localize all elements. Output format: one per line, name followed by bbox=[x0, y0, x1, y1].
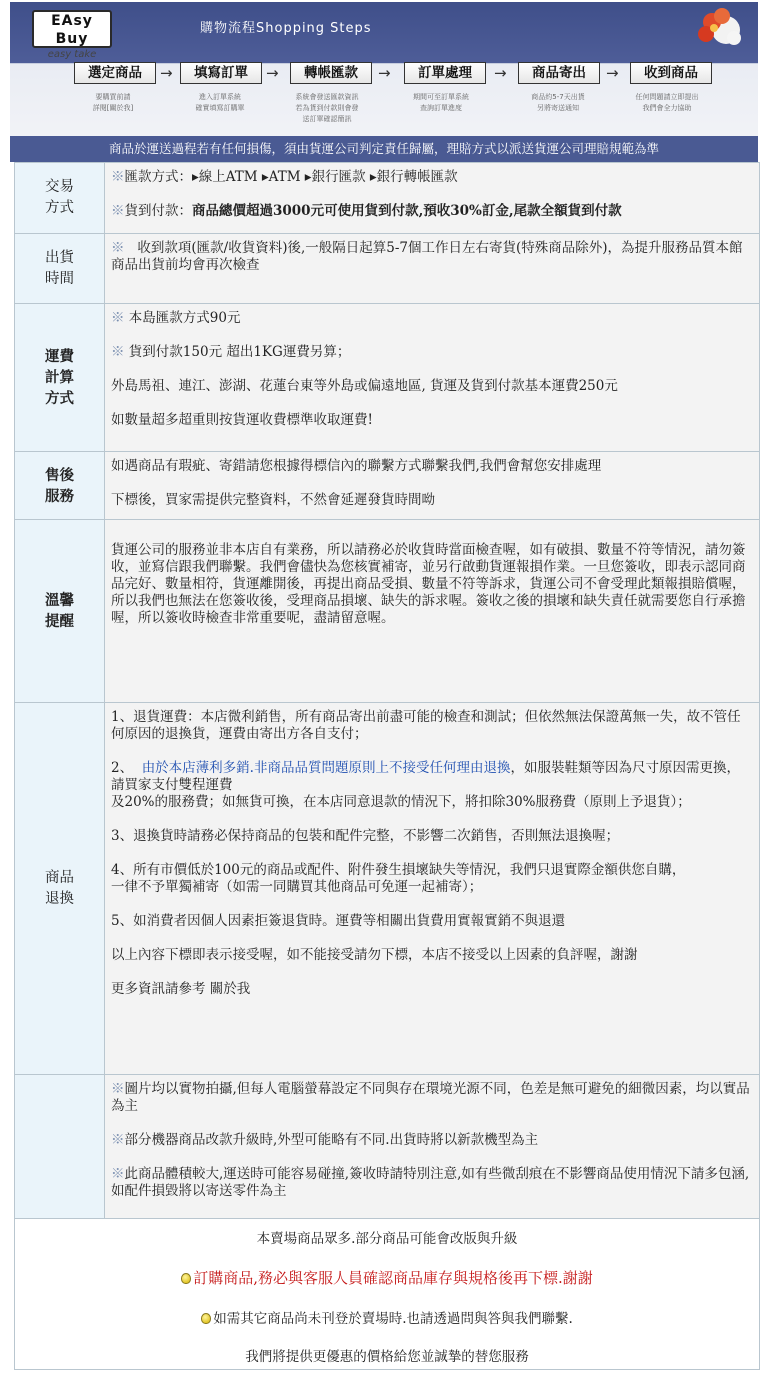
label-reminder: 溫馨 提醒 bbox=[15, 520, 105, 703]
step-subtext: 系統會發送匯款資訊 若為貨到付款則會發 送訂單確認簡訊 bbox=[295, 93, 359, 123]
step-subtext: 任何問題請立即提出 我們會全力協助 bbox=[635, 93, 699, 112]
fee-line2: 貨到付款150元 超出1KG運費另算； bbox=[128, 344, 351, 360]
misc-line2: 部分機器商品改款升級時,外型可能略有不同.出貨時將以新款機型為主 bbox=[124, 1132, 539, 1148]
step-subtext: 要購買前請 詳閱[關於我] bbox=[92, 93, 134, 112]
arrow-right-icon: → bbox=[160, 64, 173, 82]
steps-row bbox=[74, 62, 714, 84]
step-shipped[interactable]: 商品寄出 bbox=[518, 62, 600, 84]
returns-more-info-link[interactable]: 更多資訊請參考 關於我 bbox=[111, 981, 251, 997]
payment-line1: 匯款方式：▸線上ATM ▸ATM ▸銀行匯款 ▸銀行轉帳匯款 bbox=[124, 169, 458, 185]
step-subtext: 期間可至訂單系統 查詢訂單進度 bbox=[413, 93, 469, 112]
bullet-icon: ※ bbox=[111, 310, 125, 326]
bullet-icon: ※ bbox=[111, 169, 125, 185]
bullet-icon: ※ bbox=[111, 240, 125, 256]
payment-cod-terms: 商品總價超過3000元可使用貨到付款,預收30%訂金,尾款全額貨到付款 bbox=[192, 203, 622, 219]
footer-notes bbox=[14, 1218, 760, 1370]
footer-note-3-text: 如需其它商品尚未刊登於賣場時.也請透過問與答與我們聯繫. bbox=[213, 1311, 573, 1327]
returns-p1: 1、退貨運費：本店微利銷售，所有商品寄出前盡可能的檢查和測試；但依然無法保證萬無一失，故不管任何原因的退換貨，運費由寄出方各自支付； bbox=[111, 709, 741, 742]
lightbulb-icon bbox=[181, 1273, 191, 1284]
label-misc-empty bbox=[15, 1075, 105, 1221]
payment-content bbox=[105, 163, 760, 234]
bullet-icon: ※ bbox=[111, 1081, 125, 1097]
footer-note-2-text: 訂購商品,務必與客服人員確認商品庫存與規格後再下標.謝謝 bbox=[193, 1269, 593, 1287]
reminder-text: 貨運公司的服務並非本店自有業務，所以請務必於收貨時當面檢查喔，如有破損、數量不符等情況，請勿簽收，並寫信跟我們聯繫。我們會儘快為您核實補寄，並另行啟動貨運報損作業。一旦您簽收，即表示認同商品完好、數量相符，貨運離開後，再提出商品受損、數量不符等訴求，貨運公司不會受理此類報損賠償喔，所以我們也無法在您簽收後，受理商品損壞、缺失的訴求喔。簽收之後的損壞和缺失責任就需要您自行承擔喔，所以簽收時檢查非常重要呢，盡請留意喔。 bbox=[111, 542, 746, 626]
bullet-icon: ※ bbox=[111, 203, 125, 219]
label-payment: 交易 方式 bbox=[15, 163, 105, 234]
logo-text: EAsy Buy bbox=[51, 13, 93, 47]
returns-p4-line2: 一律不予單獨補寄（如需一同購買其他商品可免運一起補寄）； bbox=[111, 879, 483, 895]
footer-note-3 bbox=[15, 1307, 759, 1327]
misc-line3: 此商品體積較大,運送時可能容易碰撞,簽收時請特別注意,如有些微刮痕在不影響商品使用情況下請多包涵,如配件損毀將以寄送零件為主 bbox=[111, 1166, 750, 1199]
step-received[interactable]: 收到商品 bbox=[630, 62, 712, 84]
fee-line1: 本島匯款方式90元 bbox=[128, 310, 241, 326]
returns-p2-num: 2、 bbox=[111, 760, 134, 776]
footer-note-1: 本賣場商品眾多.部分商品可能會改版與升級 bbox=[256, 1231, 518, 1247]
steps-title: 購物流程Shopping Steps bbox=[200, 21, 372, 36]
arrow-right-icon: → bbox=[494, 64, 507, 82]
step-fill-order[interactable]: 填寫訂單 bbox=[180, 62, 262, 84]
step-subtext: 進入訂單系統 確實填寫訂購單 bbox=[195, 93, 245, 112]
fee-line3: 外島馬祖、連江、澎湖、花蓮台東等外島或偏遠地區, 貨運及貨到付款基本運費250元 bbox=[111, 378, 618, 394]
label-returns: 商品 退換 bbox=[15, 703, 105, 1075]
fee-line4: 如數量超多超重則按貨運收費標準收取運費! bbox=[111, 412, 373, 428]
reminder-content bbox=[105, 520, 760, 703]
misc-content bbox=[105, 1075, 760, 1221]
returns-p2-policy: 由於本店薄利多銷.非商品品質問題原則上不接受任何理由退換 bbox=[141, 760, 511, 776]
returns-p6: 以上內容下標即表示接受喔，如不能接受請勿下標，本店不接受以上因素的負評喔，謝謝 bbox=[111, 947, 638, 963]
returns-p2-line2: 及20%的服務費；如無貨可換，在本店同意退款的情況下，將扣除30%服務費（原則上予退貨）； bbox=[111, 794, 691, 810]
store-logo[interactable] bbox=[32, 10, 112, 60]
footer-note-2 bbox=[15, 1267, 759, 1288]
after-sale-content bbox=[105, 452, 760, 520]
label-shipping-fee: 運費 計算 方式 bbox=[15, 304, 105, 452]
bullet-icon: ※ bbox=[111, 344, 125, 360]
shopping-steps-banner bbox=[10, 2, 758, 162]
step-subtext: 商品約5-7天出貨 另將寄送通知 bbox=[531, 93, 585, 112]
after-sale-line1: 如遇商品有瑕疵、寄錯請您根據得標信內的聯繫方式聯繫我們,我們會幫您安排處理 bbox=[111, 458, 602, 474]
payment-cod-prefix: 貨到付款： bbox=[124, 203, 192, 219]
returns-content bbox=[105, 703, 760, 1075]
bullet-icon: ※ bbox=[111, 1132, 125, 1148]
returns-p5: 5、如消費者因個人因素拒簽退貨時。運費等相關出貨費用實報實銷不與退還 bbox=[111, 913, 566, 929]
fee-content bbox=[105, 304, 760, 452]
arrow-right-icon: → bbox=[378, 64, 391, 82]
step-select-product[interactable]: 選定商品 bbox=[74, 62, 156, 84]
footer-note-4: 我們將提供更優惠的價格給您並誠摯的替您服務 bbox=[245, 1349, 529, 1365]
returns-p4: 4、所有市價低於100元的商品或配件、附件發生損壞缺失等情況，我們只退實際金額供您自購， bbox=[111, 862, 686, 878]
damage-notice: 商品於運送過程若有任何損傷，須由貨運公司判定責任歸屬，理賠方式以派送貨運公司理賠規範為準 bbox=[10, 136, 758, 162]
step-order-processing[interactable]: 訂單處理 bbox=[404, 62, 486, 84]
label-after-sale: 售後 服務 bbox=[15, 452, 105, 520]
shipping-time-content bbox=[105, 234, 760, 304]
step-transfer[interactable]: 轉帳匯款 bbox=[290, 62, 372, 84]
logo-subtext: easy take bbox=[47, 49, 97, 60]
after-sale-line2: 下標後，買家需提供完整資料，不然會延遲發貨時間呦 bbox=[111, 492, 435, 508]
lightbulb-icon bbox=[201, 1313, 211, 1324]
returns-p3: 3、退換貨時請務必保持商品的包裝和配件完整，不影響二次銷售，否則無法退換喔； bbox=[111, 828, 620, 844]
label-shipping-time: 出貨 時間 bbox=[15, 234, 105, 304]
arrow-right-icon: → bbox=[606, 64, 619, 82]
info-table bbox=[14, 162, 760, 1221]
bullet-icon: ※ bbox=[111, 1166, 125, 1182]
flower-decoration-icon bbox=[682, 8, 752, 56]
misc-line1: 圖片均以實物拍攝,但每人電腦螢幕設定不同與存在環境光源不同，色差是無可避免的細微因素，均以實品為主 bbox=[111, 1081, 750, 1114]
returns-p2-rest: ，如服裝鞋類等因為尺寸原因需更換，請買家支付雙程運費 bbox=[111, 760, 740, 793]
arrow-right-icon: → bbox=[266, 64, 279, 82]
shipping-time-text: 收到款項(匯款/收貨資料)後,一般隔日起算5-7個工作日左右寄貨(特殊商品除外)，為提升服務品質本館商品出貨前均會再次檢查 bbox=[111, 240, 743, 273]
